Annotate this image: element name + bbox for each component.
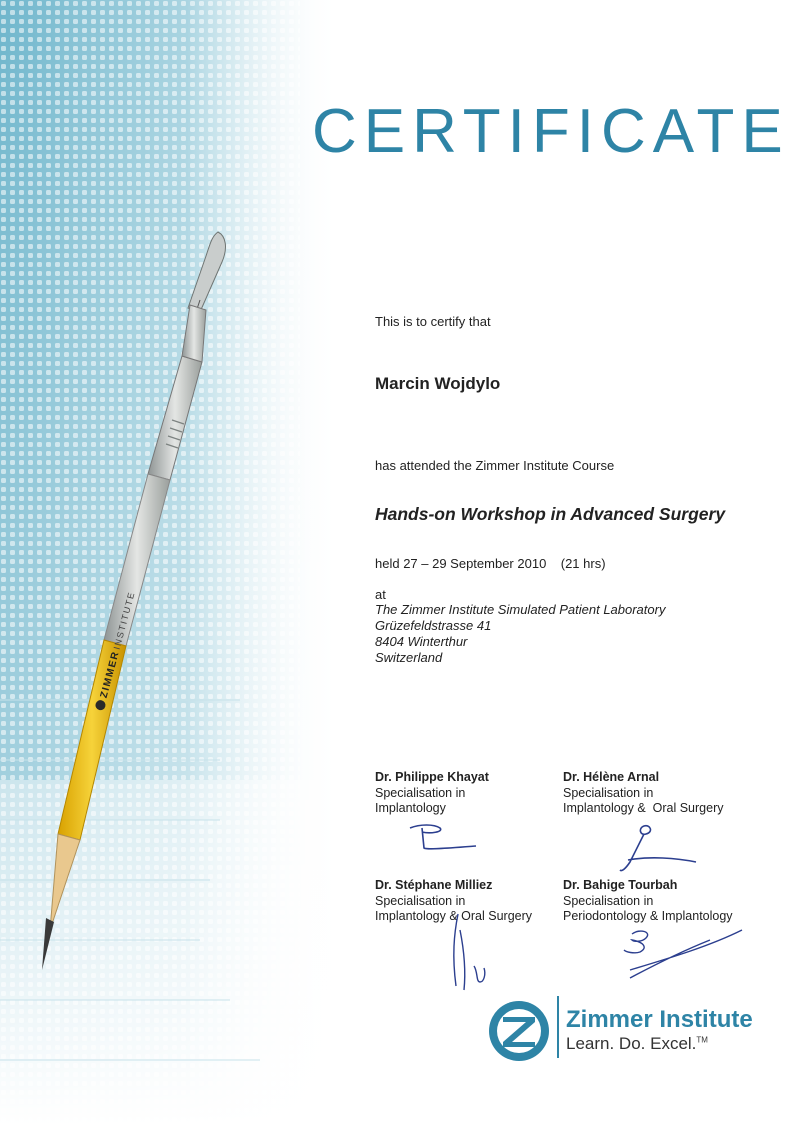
address-line: The Zimmer Institute Simulated Patient Laboratory bbox=[375, 602, 666, 617]
signature-khayat bbox=[400, 820, 490, 860]
trademark-symbol: TM bbox=[696, 1035, 708, 1045]
logo-tagline bbox=[566, 1034, 708, 1054]
location-label: at bbox=[375, 587, 386, 602]
signatory-specialisation: Implantology bbox=[375, 801, 446, 815]
certify-intro: This is to certify that bbox=[375, 314, 491, 329]
signature-arnal bbox=[600, 820, 700, 880]
zimmer-logo-icon bbox=[488, 1000, 550, 1062]
signatory-specialisation-label: Specialisation in bbox=[375, 785, 466, 800]
signatory-specialisation-label: Specialisation in bbox=[563, 785, 654, 800]
svg-text:INSTITUTE: INSTITUTE bbox=[111, 590, 137, 651]
signatory-1 bbox=[375, 770, 489, 817]
signatory-2 bbox=[563, 770, 724, 817]
signatory-name: Dr. Stéphane Milliez bbox=[375, 878, 493, 892]
signatory-specialisation: Implantology & Oral Surgery bbox=[563, 801, 724, 815]
certificate-title: CERTIFICATE bbox=[312, 97, 790, 166]
signatory-specialisation-label: Specialisation in bbox=[375, 893, 466, 908]
address-line: 8404 Winterthur bbox=[375, 634, 468, 649]
course-dates: held 27 – 29 September 2010 (21 hrs) bbox=[375, 556, 606, 571]
signature-tourbah bbox=[610, 918, 750, 988]
logo-name: Zimmer Institute bbox=[566, 1006, 753, 1033]
recipient-name: Marcin Wojdylo bbox=[375, 374, 501, 393]
logo-tagline-text: Learn. Do. Excel. bbox=[566, 1034, 697, 1053]
signature-milliez bbox=[430, 910, 500, 1000]
svg-text:ZIMMER: ZIMMER bbox=[98, 649, 122, 700]
signatory-specialisation: Implantology & Oral Surgery bbox=[375, 909, 533, 923]
location-address bbox=[375, 602, 665, 666]
address-line: Switzerland bbox=[375, 650, 443, 665]
address-line: Grüzefeldstrasse 41 bbox=[375, 618, 492, 633]
signatory-name: Dr. Bahige Tourbah bbox=[563, 878, 678, 892]
logo-divider bbox=[557, 996, 559, 1058]
course-title: Hands-on Workshop in Advanced Surgery bbox=[375, 504, 726, 524]
signatory-name: Dr. Hélène Arnal bbox=[563, 770, 660, 784]
signatory-specialisation-label: Specialisation in bbox=[563, 893, 654, 908]
signatory-specialisation: Periodontology & Implantology bbox=[563, 909, 733, 923]
signatory-name: Dr. Philippe Khayat bbox=[375, 770, 489, 784]
attended-statement: has attended the Zimmer Institute Course bbox=[375, 458, 615, 473]
